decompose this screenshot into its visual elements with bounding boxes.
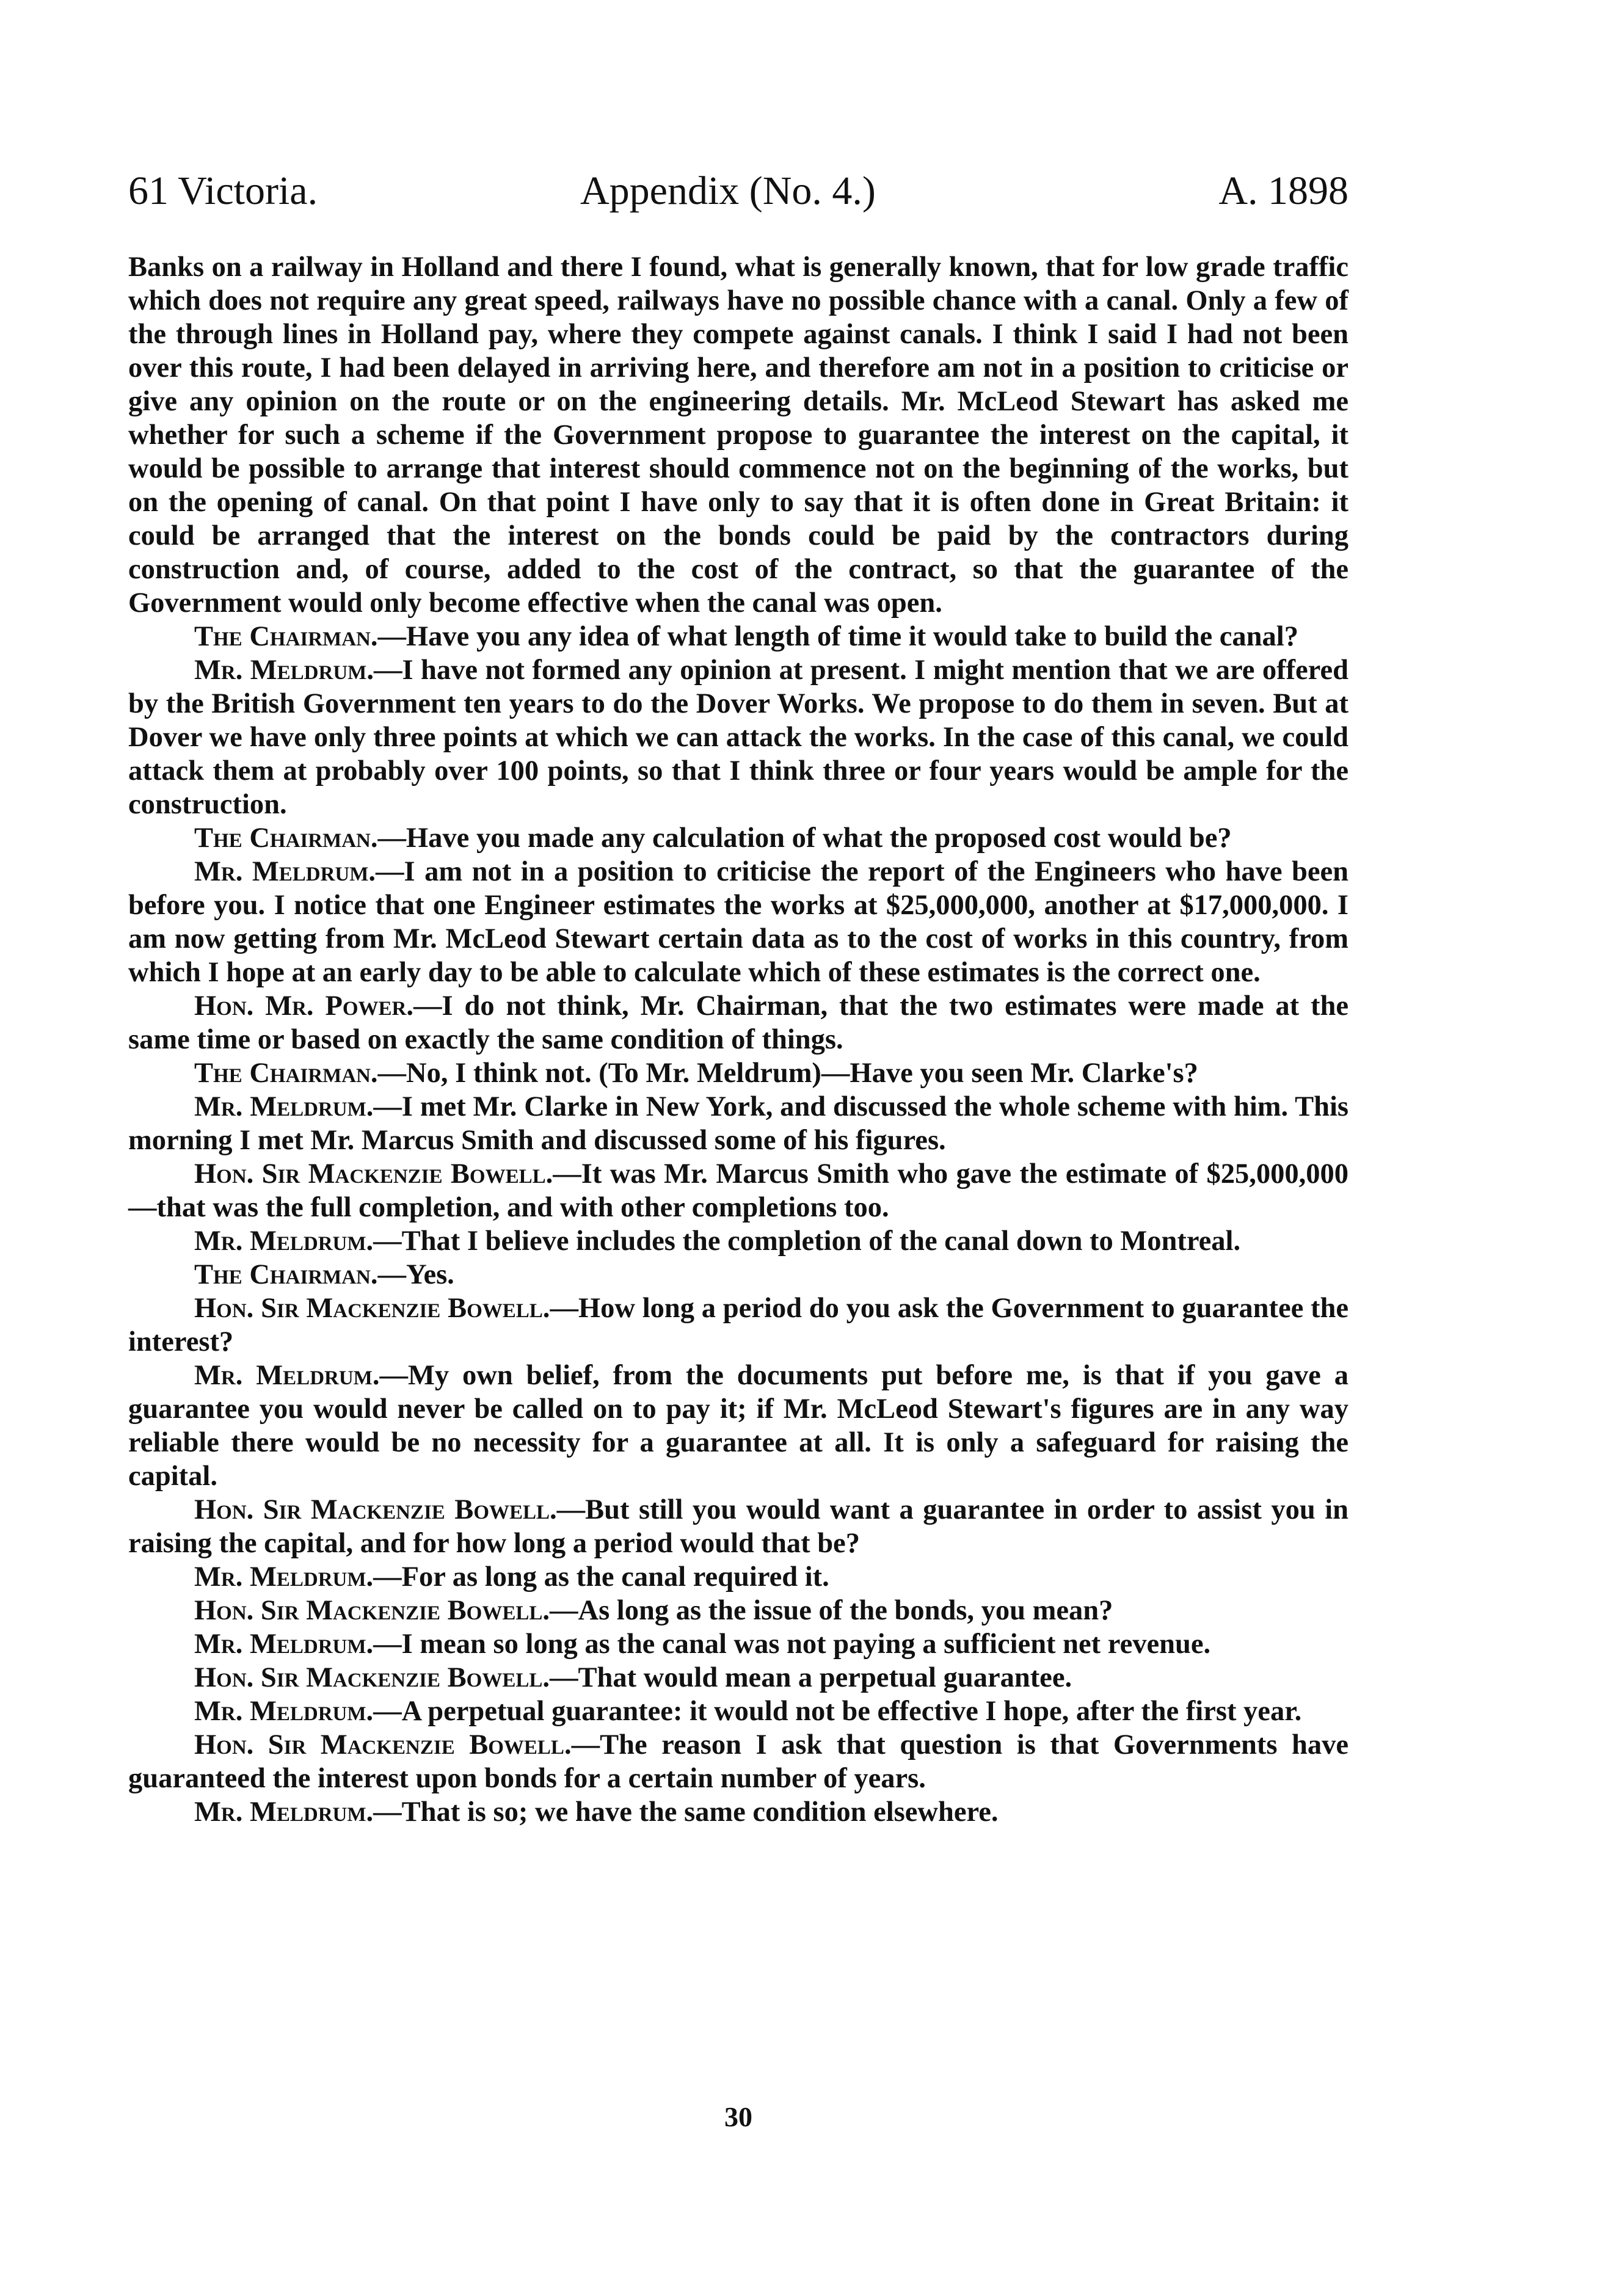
paragraph	[128, 1359, 1348, 1493]
paragraph-text: Banks on a railway in Holland and there I found, what is generally known, that for low grade traffic which does not require any great speed, railways have no possible chance with a canal. Only a few of the through lines in Holland pay, where they compete against canals. I think I said I had not been over this route, I had been delayed in arriving here, and therefore am not in a position to criticise or give any opinion on the route or on the engineering details. Mr. McLeod Stewart has asked me whether for such a scheme if the Government propose to guarantee the interest on the capital, it would be possible to arrange that interest should commence not on the beginning of the works, but on the opening of canal. On that point I have only to say that it is often done in Great Britain: it could be arranged that the interest on the bonds could be paid by the contractors during construction and, of course, added to the cost of the contract, so that the guarantee of the Government would only become effective when the canal was open.	[128, 252, 1348, 619]
page-number: 30	[724, 2101, 752, 2132]
speaker-name: Mr. Meldrum.	[194, 1629, 374, 1660]
paragraph	[128, 1627, 1348, 1661]
header-year: A. 1898	[1218, 169, 1348, 213]
speaker-name: The Chairman.	[194, 621, 378, 652]
paragraph	[128, 1090, 1348, 1157]
paragraph	[128, 1560, 1348, 1594]
paragraph-text: —I am not in a position to criticise the report of the Engineers who have been before you. I notice that one Engineer estimates the works at $25,000,000, another at $17,000,000. I am now getting from Mr. McLeod Stewart certain data as to the cost of works in this country, from which I hope at an early day to be able to calculate which of these estimates is the correct one.	[128, 856, 1348, 988]
speaker-name: Hon. Mr. Power.	[194, 990, 414, 1022]
paragraph	[128, 1661, 1348, 1695]
speaker-name: Mr. Meldrum.	[194, 1696, 374, 1727]
speaker-name: Mr. Meldrum.	[194, 1796, 374, 1828]
testimony-body	[128, 250, 1348, 1829]
speaker-name: The Chairman.	[194, 1259, 378, 1290]
paragraph-text: —It was Mr. Marcus Smith who gave the estimate of $25,000,000—that was the full completion, and with other completions too.	[128, 1158, 1348, 1223]
paragraph	[128, 653, 1348, 821]
paragraph	[128, 1258, 1348, 1292]
paragraph	[128, 821, 1348, 855]
paragraph-text: —But still you would want a guarantee in order to assist you in raising the capital, and for how long a period would that be?	[128, 1494, 1348, 1559]
paragraph-text: —Have you made any calculation of what the proposed cost would be?	[377, 823, 1232, 854]
speaker-name: Hon. Sir Mackenzie Bowell.	[194, 1595, 550, 1626]
paragraph	[128, 1292, 1348, 1359]
page-header	[128, 164, 1348, 219]
paragraph	[128, 1224, 1348, 1258]
speaker-name: Hon. Sir Mackenzie Bowell.	[194, 1293, 550, 1324]
paragraph-text: —I mean so long as the canal was not paying a sufficient net revenue.	[373, 1629, 1211, 1660]
paragraph-text: —I do not think, Mr. Chairman, that the two estimates were made at the same time or based on exactly the same condition of things.	[128, 990, 1348, 1055]
paragraph-text: —I met Mr. Clarke in New York, and discussed the whole scheme with him. This morning I met Mr. Marcus Smith and discussed some of his figures.	[128, 1091, 1348, 1156]
speaker-name: The Chairman.	[194, 1058, 378, 1089]
paragraph-text: —As long as the issue of the bonds, you mean?	[549, 1595, 1113, 1626]
speaker-name: Hon. Sir Mackenzie Bowell.	[194, 1494, 557, 1525]
paragraph-text: —Yes.	[377, 1259, 454, 1290]
paragraph	[128, 855, 1348, 989]
header-appendix: Appendix (No. 4.)	[580, 169, 876, 213]
paragraph-text: —No, I think not. (To Mr. Meldrum)—Have you seen Mr. Clarke's?	[377, 1058, 1198, 1089]
paragraph-text: —My own belief, from the documents put before me, is that if you gave a guarantee you would never be called on to pay it; if Mr. McLeod Stewart's figures are in any way reliable there would be no necessity for a guarantee at all. It is only a safeguard for raising the capital.	[128, 1360, 1348, 1492]
paragraph	[128, 1157, 1348, 1224]
header-session: 61 Victoria.	[128, 169, 318, 213]
paragraph	[128, 250, 1348, 620]
paragraph-text: —That is so; we have the same condition elsewhere.	[373, 1796, 999, 1828]
paragraph	[128, 1493, 1348, 1560]
paragraph-text: —How long a period do you ask the Government to guarantee the interest?	[128, 1293, 1348, 1357]
paragraph-text: —Have you any idea of what length of time it would take to build the canal?	[377, 621, 1298, 652]
paragraph	[128, 1795, 1348, 1829]
speaker-name: Mr. Meldrum.	[194, 1360, 380, 1391]
speaker-name: Hon. Sir Mackenzie Bowell.	[194, 1729, 572, 1760]
speaker-name: Hon. Sir Mackenzie Bowell.	[194, 1662, 550, 1693]
paragraph	[128, 1695, 1348, 1728]
speaker-name: Mr. Meldrum.	[194, 1561, 374, 1593]
paragraph-text: —That I believe includes the completion of the canal down to Montreal.	[373, 1226, 1241, 1257]
paragraph-text: —I have not formed any opinion at present. I might mention that we are offered by the British Government ten years to do the Dover Works. We propose to do them in seven. But at Dover we have only three points at which we can attack the works. In the case of this canal, we could attack them at probably over 100 points, so that I think three or four years would be ample for the construction.	[128, 655, 1348, 820]
speaker-name: The Chairman.	[194, 823, 378, 854]
paragraph	[128, 620, 1348, 653]
speaker-name: Mr. Meldrum.	[194, 655, 374, 686]
speaker-name: Hon. Sir Mackenzie Bowell.	[194, 1158, 553, 1190]
speaker-name: Mr. Meldrum.	[194, 1091, 374, 1122]
speaker-name: Mr. Meldrum.	[194, 1226, 374, 1257]
paragraph-text: —For as long as the canal required it.	[373, 1561, 829, 1593]
paragraph-text: —A perpetual guarantee: it would not be effective I hope, after the first year.	[373, 1696, 1302, 1727]
paragraph	[128, 1594, 1348, 1627]
paragraph	[128, 1728, 1348, 1795]
speaker-name: Mr. Meldrum.	[194, 856, 376, 887]
paragraph	[128, 1056, 1348, 1090]
paragraph	[128, 989, 1348, 1056]
paragraph-text: —That would mean a perpetual guarantee.	[549, 1662, 1072, 1693]
paragraph-text: —The reason I ask that question is that Governments have guaranteed the interest upon bonds for a certain number of years.	[128, 1729, 1348, 1794]
